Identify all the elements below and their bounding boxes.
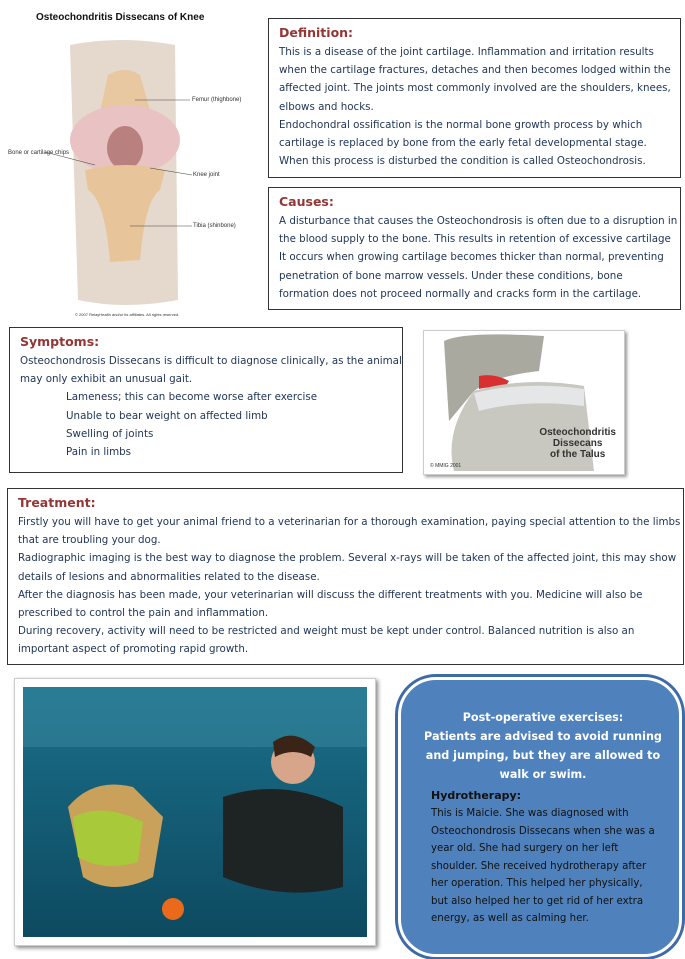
- label-bone-chips: Bone or cartilage chips: [8, 150, 70, 156]
- hydrotherapy-line: her operation. This helped her physically,: [431, 878, 643, 889]
- symptoms-line: may only exhibit an unusual gait.: [20, 373, 193, 386]
- dog-swimming-photo: [23, 687, 367, 937]
- definition-line: Endochondral ossification is the normal bone growth process by which: [279, 118, 643, 131]
- knee-illustration: [0, 0, 255, 322]
- treatment-line: Firstly you will have to get your animal friend to a veterinarian for a thorough examination, paying special attention to the limbs: [18, 516, 681, 528]
- symptoms-heading: Symptoms:: [20, 334, 100, 349]
- symptom-item: Lameness; this can become worse after exercise: [66, 391, 318, 404]
- hydrotherapy-line: but also helped her to get rid of her extra: [431, 895, 644, 907]
- causes-line: A disturbance that causes the Osteochondrosis is often due to a disruption in: [279, 215, 678, 227]
- treatment-line: prescribed to control the pain and inflammation.: [18, 607, 269, 620]
- talus-caption-line: Osteochondritis: [539, 427, 616, 438]
- treatment-line: Radiographic imaging is the best way to diagnose the problem. Several x-rays will be taken of the affected joint, this may show: [18, 552, 677, 565]
- causes-section: [268, 187, 681, 310]
- label-femur: Femur (thighbone): [192, 97, 242, 103]
- hydrotherapy-line: energy, as well as calming her.: [431, 913, 589, 924]
- definition-line: affected joint. The joints most commonly involved are the shoulders, knees,: [279, 82, 671, 95]
- treatment-line: details of lesions and abnormalities related to the disease.: [18, 570, 320, 583]
- hydrotherapy-line: This is Maicie. She was diagnosed with: [431, 808, 629, 819]
- hydrotherapy-heading: Hydrotherapy:: [431, 789, 522, 802]
- symptom-item: Swelling of joints: [66, 427, 154, 440]
- label-knee-joint: Knee joint: [193, 172, 220, 178]
- symptoms-line: Osteochondrosis Dissecans is difficult to diagnose clinically, as the animal: [20, 355, 402, 367]
- definition-line: when the cartilage fractures, detaches and then becomes lodged within the: [279, 64, 671, 77]
- treatment-line: that are troubling your dog.: [18, 534, 161, 547]
- talus-caption: [539, 427, 616, 460]
- hydrotherapy-photo: [14, 678, 376, 946]
- causes-line: penetration of bone marrow vessels. Under these conditions, bone: [279, 269, 623, 282]
- hydrotherapy-line: year old. She had surgery on her left: [431, 843, 619, 854]
- talus-copyright: © MMIG 2001: [430, 463, 462, 469]
- talus-caption-line: Dissecans: [552, 438, 603, 449]
- definition-heading: Definition:: [279, 25, 354, 40]
- definition-line: This is a disease of the joint cartilage. Inflammation and irritation results: [279, 46, 654, 58]
- definition-line: cartilage is replaced by bone from the early fetal developmental stage.: [279, 137, 647, 150]
- post-operative-callout: [398, 677, 682, 957]
- post-op-heading-line: and jumping, but they are allowed to: [425, 749, 661, 762]
- post-op-heading: Post-operative exercises:: [462, 711, 624, 724]
- talus-caption-line: of the Talus: [549, 449, 606, 460]
- hydrotherapy-line: Osteochondrosis Dissecans when she was a: [431, 825, 655, 837]
- knee-copyright: © 2007 RelayHealth and/or its affiliates. All rights reserved.: [75, 312, 180, 317]
- label-tibia: Tibia (shinbone): [193, 223, 236, 229]
- post-op-heading-line: walk or swim.: [499, 768, 587, 781]
- symptom-item: Pain in limbs: [66, 446, 132, 459]
- knee-diagram-title: Osteochondritis Dissecans of Knee: [36, 12, 205, 23]
- post-op-heading-line: Patients are advised to avoid running: [424, 730, 662, 743]
- symptoms-section: [9, 327, 403, 473]
- causes-line: formation does not proceed normally and cracks form in the cartilage.: [279, 287, 642, 300]
- causes-heading: Causes:: [279, 194, 334, 209]
- talus-image: [423, 330, 625, 475]
- hydrotherapy-line: shoulder. She received hydrotherapy after: [431, 860, 647, 872]
- treatment-heading: Treatment:: [18, 495, 96, 510]
- definition-line: When this process is disturbed the condition is called Osteochondrosis.: [279, 155, 646, 168]
- treatment-line: important aspect of promoting rapid growth.: [18, 643, 249, 656]
- symptom-item: Unable to bear weight on affected limb: [66, 409, 268, 422]
- definition-line: elbows and hocks.: [279, 100, 374, 113]
- treatment-section: [7, 488, 684, 665]
- treatment-line: During recovery, activity will need to be restricted and weight must be kept under control. Balanced nutrition is also an: [18, 625, 635, 638]
- causes-line: the blood supply to the bone. This results in retention of excessive cartilage: [279, 233, 671, 246]
- treatment-line: After the diagnosis has been made, your veterinarian will discuss the different treatments with you. Medicine will also be: [18, 588, 643, 601]
- causes-line: It occurs when growing cartilage becomes thicker than normal, preventing: [279, 251, 664, 264]
- definition-section: [268, 18, 681, 178]
- knee-diagram: [0, 0, 255, 322]
